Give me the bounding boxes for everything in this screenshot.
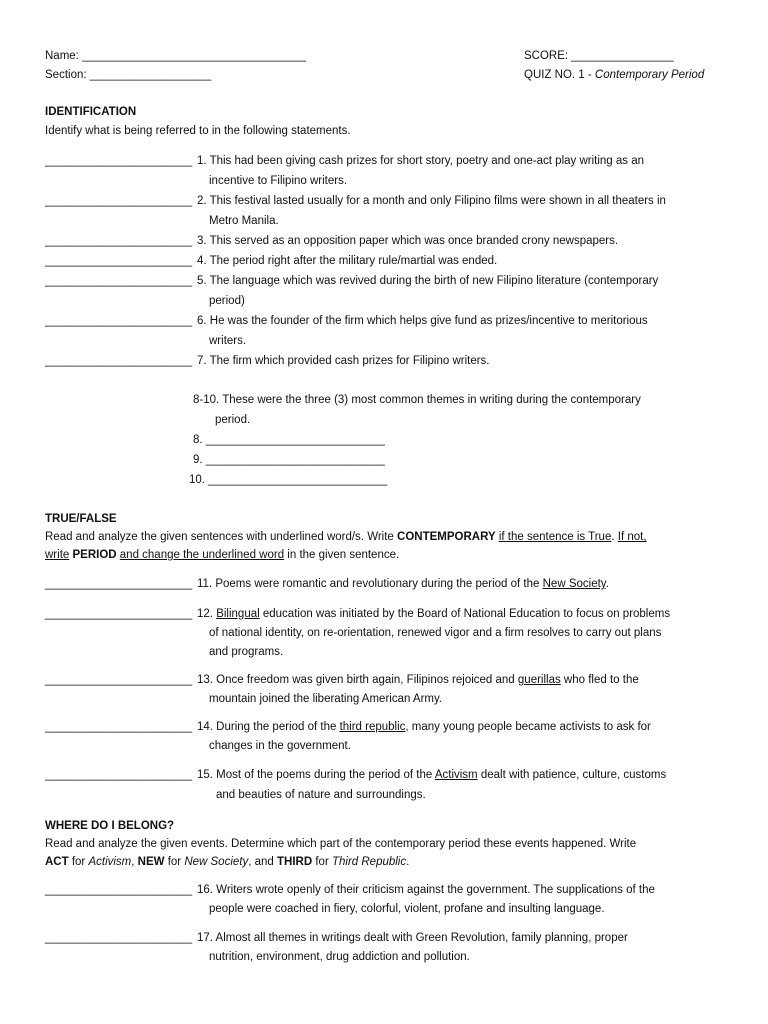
- question-text: 14. During the period of the third republic, many young people became activists to ask for: [197, 721, 651, 733]
- ins-text: Read and analyze the given sentences with underlined word/s. Write: [45, 531, 398, 543]
- answer-blank[interactable]: _______________________: [45, 195, 193, 207]
- underlined-word: guerillas: [517, 674, 561, 686]
- answer-blank[interactable]: _______________________: [45, 721, 193, 733]
- theme-10-blank[interactable]: 10. ____________________________: [189, 474, 388, 486]
- belong-item-17: [45, 928, 735, 963]
- tf-item-13: [45, 670, 735, 705]
- truefalse-instruction-2: [45, 548, 399, 562]
- answer-blank[interactable]: _______________________: [45, 155, 193, 167]
- question-text: 7. The firm which provided cash prizes for Filipino writers.: [197, 355, 490, 367]
- question-text: 12. Bilingual education was initiated by the Board of National Education to focus on problems: [197, 608, 671, 620]
- answer-blank[interactable]: _______________________: [45, 578, 193, 590]
- quiz-period: Contemporary Period: [594, 69, 705, 81]
- question-text: 3. This served as an opposition paper which was once branded crony newspapers.: [197, 235, 619, 247]
- question-text: 15. Most of the poems during the period of the Activism dealt with patience, culture, customs: [197, 769, 667, 781]
- question-text-cont: changes in the government.: [209, 740, 351, 752]
- answer-blank[interactable]: _______________________: [45, 932, 193, 944]
- question-text-cont: writers.: [209, 335, 247, 347]
- id-item-4: [45, 251, 735, 271]
- id-item-1: [45, 151, 735, 187]
- id-item-6: [45, 311, 735, 347]
- question-text: 2. This festival lasted usually for a month and only Filipino films were shown in all theaters in: [197, 195, 666, 207]
- answer-blank[interactable]: _______________________: [45, 355, 193, 367]
- question-text: 6. He was the founder of the firm which helps give fund as prizes/incentive to meritorious: [197, 315, 648, 327]
- identification-title: IDENTIFICATION: [45, 106, 137, 118]
- question-text-cont: incentive to Filipino writers.: [209, 175, 348, 187]
- question-text: 16. Writers wrote openly of their criticism against the government. The supplications of the: [197, 884, 655, 896]
- ins-true: if the sentence is True: [498, 531, 612, 543]
- question-text-cont: of national identity, on re-orientation, renewed vigor and a firm resolves to carry out plans: [209, 627, 662, 639]
- question-text-cont: period): [209, 295, 245, 307]
- belong-instruction-2: ACT for Activism, NEW for New Society, and THIRD for Third Republic.: [45, 856, 410, 868]
- answer-blank[interactable]: _______________________: [45, 235, 193, 247]
- id-item-3: [45, 231, 735, 251]
- question-text: 17. Almost all themes in writings dealt with Green Revolution, family planning, proper: [197, 932, 628, 944]
- tf-item-11: [45, 574, 735, 594]
- section-field[interactable]: Section: ___________________: [45, 69, 212, 81]
- belong-item-16: [45, 880, 735, 915]
- name-field[interactable]: Name: ___________________________________: [45, 50, 306, 62]
- id-item-7: [45, 351, 735, 371]
- answer-blank[interactable]: _______________________: [45, 315, 193, 327]
- answer-blank[interactable]: _______________________: [45, 275, 193, 287]
- question-text: 11. Poems were romantic and revolutionary during the period of the New Society.: [197, 578, 609, 590]
- answer-blank[interactable]: _______________________: [45, 769, 193, 781]
- themes-question-cont: period.: [215, 414, 251, 426]
- themes-question: 8-10. These were the three (3) most common themes in writing during the contemporary: [193, 394, 641, 406]
- answer-blank[interactable]: _______________________: [45, 674, 193, 686]
- answer-blank[interactable]: _______________________: [45, 884, 193, 896]
- underlined-word: Activism: [434, 769, 478, 781]
- truefalse-title: TRUE/FALSE: [45, 513, 117, 525]
- question-text-cont: nutrition, environment, drug addiction and pollution.: [209, 951, 470, 963]
- question-text-cont: people were coached in fiery, colorful, violent, profane and insulting language.: [209, 903, 605, 915]
- quiz-label: QUIZ NO. 1 -: [524, 69, 595, 81]
- tf-item-14: [45, 717, 735, 752]
- ins-contemporary: CONTEMPORARY: [397, 531, 496, 543]
- quiz-title: [524, 68, 704, 82]
- question-text-cont: Metro Manila.: [209, 215, 279, 227]
- tf-item-15: [45, 765, 735, 801]
- ins-ifnot: If not,: [617, 531, 647, 543]
- question-text-cont: and beauties of nature and surroundings.: [216, 789, 426, 801]
- underlined-word: third republic: [339, 721, 406, 733]
- identification-instruction: Identify what is being referred to in the following statements.: [45, 125, 351, 137]
- underlined-word: New Society: [542, 578, 606, 590]
- question-text: 4. The period right after the military rule/martial was ended.: [197, 255, 498, 267]
- truefalse-instruction-1: [45, 530, 647, 544]
- id-item-5: [45, 271, 735, 307]
- tf-item-12: [45, 604, 735, 658]
- answer-blank[interactable]: _______________________: [45, 608, 193, 620]
- belong-title: WHERE DO I BELONG?: [45, 820, 175, 832]
- question-text: 5. The language which was revived during the birth of new Filipino literature (contemporary: [197, 275, 659, 287]
- theme-9-blank[interactable]: 9. ____________________________: [193, 454, 385, 466]
- ins-change: and change the underlined word: [119, 549, 285, 561]
- id-item-2: [45, 191, 735, 227]
- ins-dot: .: [611, 531, 618, 543]
- belong-instruction-1: Read and analyze the given events. Determine which part of the contemporary period these events happened. Write: [45, 838, 637, 850]
- question-text-cont: and programs.: [209, 646, 284, 658]
- underlined-word: Bilingual: [216, 608, 260, 620]
- score-field[interactable]: SCORE: ________________: [524, 50, 674, 62]
- question-text: 13. Once freedom was given birth again, Filipinos rejoiced and guerillas who fled to the: [197, 674, 639, 686]
- ins-write: write: [45, 549, 70, 561]
- question-text-cont: mountain joined the liberating American Army.: [209, 693, 443, 705]
- ins-end: in the given sentence.: [284, 549, 400, 561]
- question-text: 1. This had been giving cash prizes for short story, poetry and one-act play writing as an: [197, 155, 645, 167]
- ins-period: PERIOD: [72, 549, 117, 561]
- answer-blank[interactable]: _______________________: [45, 255, 193, 267]
- theme-8-blank[interactable]: 8. ____________________________: [193, 434, 385, 446]
